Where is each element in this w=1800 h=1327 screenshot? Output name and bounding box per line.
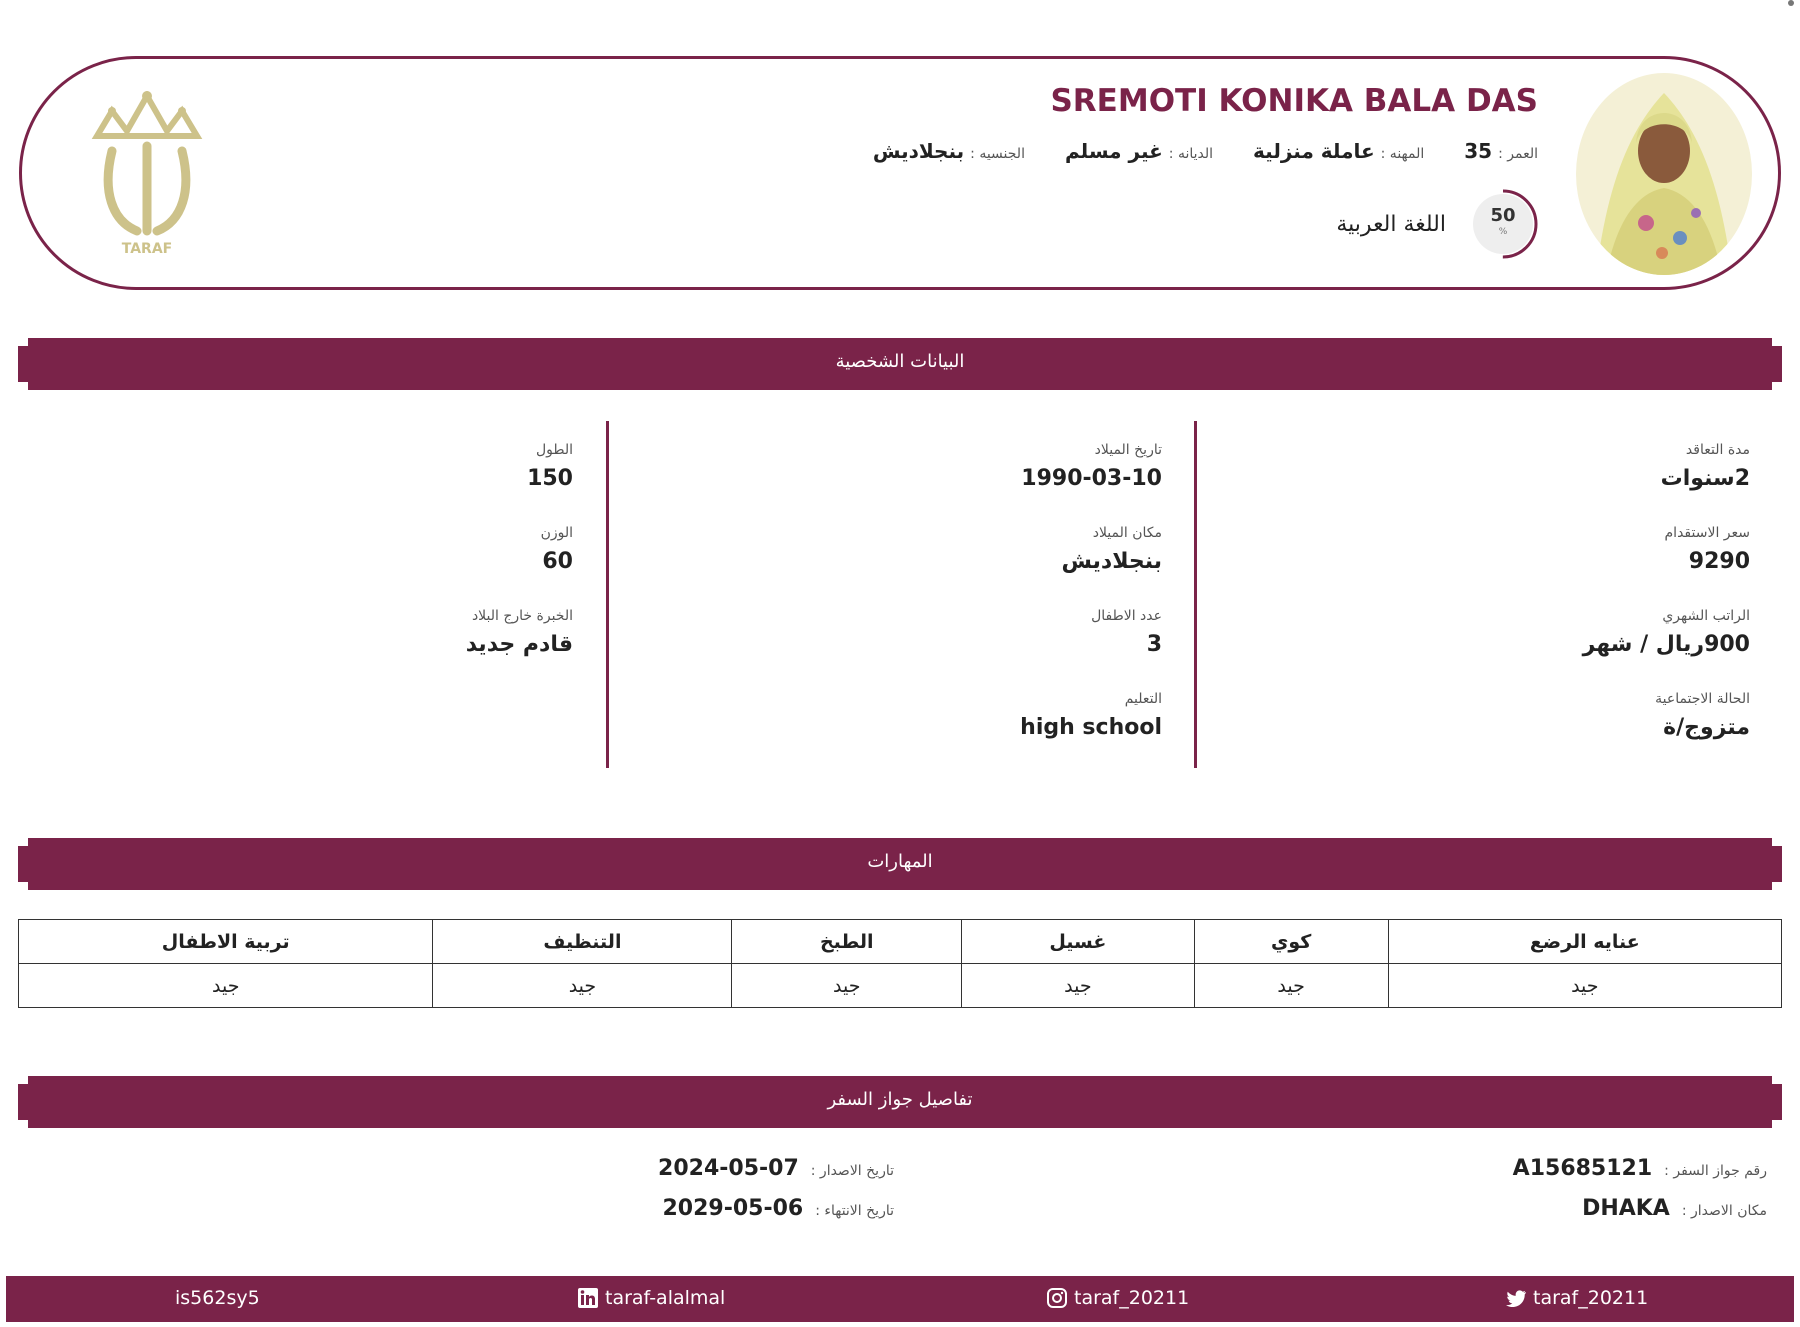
linkedin-icon	[577, 1287, 599, 1309]
education-field	[862, 689, 1162, 772]
skills-header-row	[19, 920, 1782, 964]
field-value: متزوج/ة	[1663, 715, 1750, 740]
skill-header: تربية الاطفال	[19, 920, 433, 964]
profile-photo	[1576, 73, 1752, 275]
column-divider	[1194, 421, 1197, 768]
skills-table	[18, 919, 1782, 1008]
religion-value: غير مسلم	[1064, 139, 1163, 163]
profession-field	[1253, 139, 1424, 163]
section-title-skills: المهارات	[867, 851, 933, 872]
field-value: 900ريال / شهر	[1582, 632, 1750, 657]
language-percent-symbol: %	[1498, 227, 1508, 237]
nationality-value: بنجلاديش	[872, 139, 965, 163]
field-value: 3	[1146, 632, 1162, 657]
height-field	[273, 440, 573, 523]
field-value: high school	[1020, 715, 1162, 740]
skill-value: جيد	[962, 964, 1195, 1008]
personal-column-right	[1450, 440, 1750, 772]
nationality-field	[873, 139, 1025, 163]
section-bar-skills	[18, 838, 1782, 890]
section-title-personal: البيانات الشخصية	[835, 351, 965, 372]
skill-header: كوي	[1194, 920, 1388, 964]
field-value: 9290	[1688, 549, 1750, 574]
field-value: 150	[527, 466, 573, 491]
section-title-passport: تفاصيل جواز السفر	[827, 1089, 973, 1110]
corner-dot	[1788, 0, 1794, 6]
instagram-icon	[1046, 1287, 1068, 1309]
skill-value: جيد	[732, 964, 962, 1008]
field-value: بنجلاديش	[1061, 549, 1162, 574]
field-label: الخبرة خارج البلاد	[471, 608, 573, 624]
column-divider	[606, 421, 609, 768]
passport-number-value: A15685121	[1512, 1156, 1653, 1181]
field-value: قادم جديد	[465, 632, 573, 657]
footer-code-text: is562sy5	[175, 1287, 260, 1309]
religion-field	[1065, 139, 1213, 163]
field-label: الطول	[535, 442, 573, 458]
children-count-field	[862, 606, 1162, 689]
profile-meta	[873, 139, 1538, 163]
linkedin-handle: taraf-alalmal	[605, 1287, 726, 1309]
birth-place-field	[862, 523, 1162, 606]
field-label: عدد الاطفال	[1091, 608, 1162, 624]
language-name: اللغة العربية	[1336, 211, 1446, 237]
skill-value: جيد	[1194, 964, 1388, 1008]
language-percent: 50	[1490, 205, 1516, 226]
field-label: الحالة الاجتماعية	[1655, 691, 1750, 707]
weight-field	[273, 523, 573, 606]
age-value: 35	[1464, 139, 1493, 163]
expiry-date-field	[662, 1196, 894, 1221]
field-label: الراتب الشهري	[1662, 608, 1750, 624]
field-value: 2سنوات	[1660, 466, 1750, 491]
field-value: 60	[542, 549, 573, 574]
twitter-link[interactable]	[1505, 1287, 1648, 1309]
marital-status-field	[1450, 689, 1750, 772]
passport-number-label: رقم جواز السفر :	[1664, 1163, 1767, 1179]
issue-date-value: 2024-05-07	[658, 1156, 799, 1181]
skill-header: التنظيف	[433, 920, 732, 964]
issue-place-label: مكان الاصدار :	[1681, 1203, 1767, 1219]
birth-date-field	[862, 440, 1162, 523]
profession-value: عاملة منزلية	[1253, 139, 1375, 163]
field-label: الوزن	[540, 525, 573, 541]
field-label: مكان الميلاد	[1092, 525, 1162, 541]
field-label: سعر الاستقدام	[1664, 525, 1750, 541]
issue-place-value: DHAKA	[1582, 1196, 1670, 1221]
personal-column-left	[273, 440, 573, 689]
section-bar-personal	[18, 338, 1782, 390]
skill-value: جيد	[1388, 964, 1781, 1008]
field-label: التعليم	[1124, 691, 1162, 707]
logo-text: TARAF	[121, 241, 173, 257]
expiry-date-value: 2029-05-06	[662, 1196, 804, 1221]
skills-value-row	[19, 964, 1782, 1008]
age-label: العمر :	[1498, 146, 1538, 162]
taraf-logo	[82, 91, 212, 261]
skill-header: عنايه الرضع	[1388, 920, 1781, 964]
field-value: 1990-03-10	[1021, 466, 1162, 491]
expiry-date-label: تاريخ الانتهاء :	[815, 1203, 894, 1219]
passport-number-field	[1513, 1156, 1767, 1181]
monthly-salary-field	[1450, 606, 1750, 689]
experience-abroad-field	[273, 606, 573, 689]
skill-header: الطبخ	[732, 920, 962, 964]
twitter-icon	[1505, 1287, 1527, 1309]
age-field	[1464, 139, 1538, 163]
language-progress-ring	[1468, 189, 1538, 259]
footer-bar	[6, 1276, 1794, 1322]
linkedin-link[interactable]	[577, 1287, 725, 1309]
language-skill	[1336, 189, 1538, 259]
issue-place-field	[1582, 1196, 1767, 1221]
nationality-label: الجنسيه :	[970, 146, 1025, 162]
personal-column-middle	[862, 440, 1162, 772]
field-label: تاريخ الميلاد	[1094, 442, 1162, 458]
footer-code	[175, 1287, 260, 1309]
issue-date-label: تاريخ الاصدار :	[810, 1163, 894, 1179]
section-bar-passport	[18, 1076, 1782, 1128]
skill-value: جيد	[433, 964, 732, 1008]
religion-label: الديانه :	[1168, 146, 1214, 162]
profile-card	[19, 56, 1781, 290]
skill-value: جيد	[19, 964, 433, 1008]
worker-name: SREMOTI KONIKA BALA DAS	[1050, 83, 1538, 119]
instagram-link[interactable]	[1046, 1287, 1189, 1309]
contract-duration-field	[1450, 440, 1750, 523]
twitter-handle: taraf_20211	[1533, 1287, 1649, 1309]
profession-label: المهنه :	[1380, 146, 1425, 162]
instagram-handle: taraf_20211	[1074, 1287, 1190, 1309]
skill-header: غسيل	[962, 920, 1195, 964]
field-label: مدة التعاقد	[1685, 442, 1750, 458]
recruitment-cost-field	[1450, 523, 1750, 606]
issue-date-field	[658, 1156, 894, 1181]
